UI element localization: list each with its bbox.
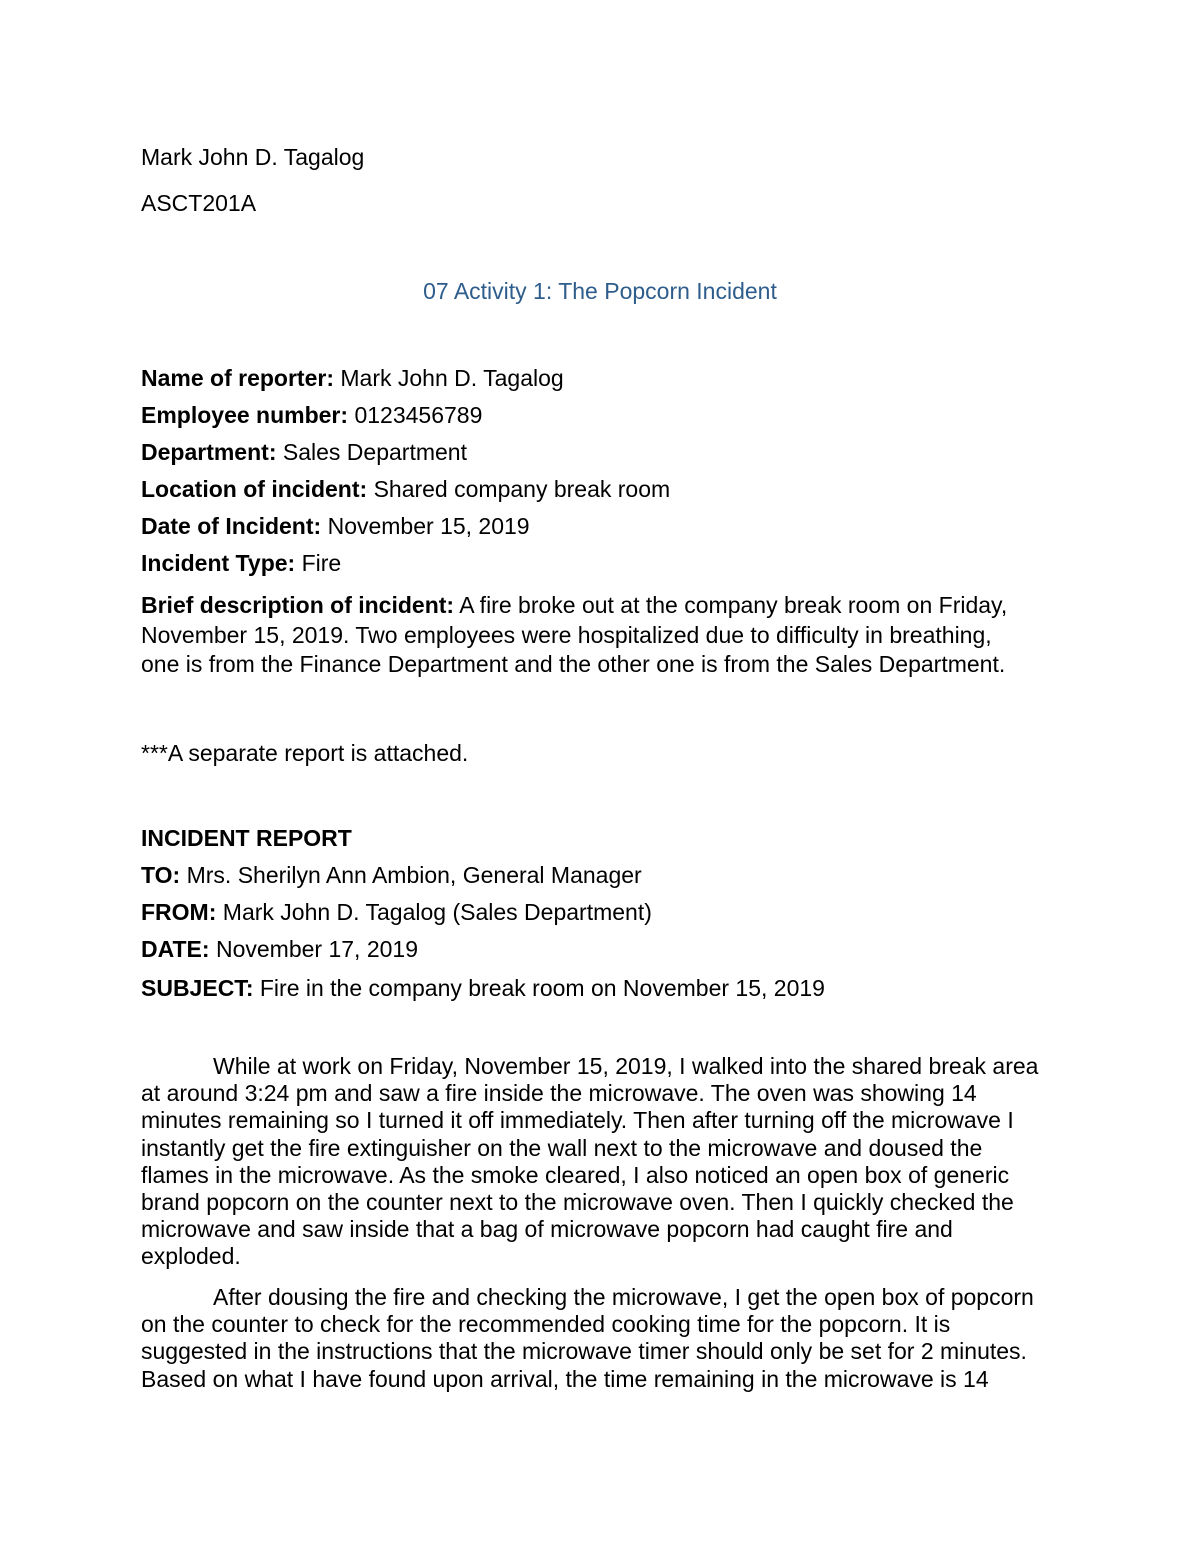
course-section: ASCT201A — [141, 190, 257, 216]
field-location: Location of incident: Shared company break room — [141, 476, 671, 502]
field-value: Mark John D. Tagalog — [340, 365, 564, 391]
paragraph-line: After dousing the fire and checking the microwave, I get the open box of popcorn — [213, 1284, 1034, 1310]
document-title: 07 Activity 1: The Popcorn Incident — [423, 278, 777, 304]
field-value: Sales Department — [282, 439, 467, 465]
paragraph-line: While at work on Friday, November 15, 2019, I walked into the shared break area — [213, 1053, 1039, 1079]
memo-label: SUBJECT — [141, 975, 246, 1001]
memo-value: November 17, 2019 — [215, 936, 418, 962]
field-label: Department — [141, 439, 269, 465]
memo-label: FROM — [141, 899, 209, 925]
report-paragraph-2 — [141, 1284, 1071, 1393]
field-label: Brief description of incident — [141, 592, 447, 618]
brief-line: A fire broke out at the company break room on Friday, — [459, 592, 1008, 618]
memo-label: DATE — [141, 936, 202, 962]
field-value: Fire — [301, 550, 342, 576]
paragraph-line: suggested in the instructions that the microwave timer should only be set for 2 minutes. — [141, 1338, 1027, 1365]
brief-line: November 15, 2019. Two employees were hospitalized due to difficulty in breathing, — [141, 621, 992, 648]
field-value: 0123456789 — [354, 402, 483, 428]
field-label: Name of reporter — [141, 365, 327, 391]
field-label: Employee number — [141, 402, 341, 428]
paragraph-line: exploded. — [141, 1243, 241, 1270]
paragraph-line: at around 3:24 pm and saw a fire inside the microwave. The oven was showing 14 — [141, 1080, 977, 1107]
field-label: Date of Incident — [141, 513, 314, 539]
paragraph-line: instantly get the fire extinguisher on the wall next to the microwave and doused the — [141, 1134, 983, 1161]
report-paragraph-1 — [141, 1053, 1071, 1271]
memo-subject: SUBJECT: Fire in the company break room on November 15, 2019 — [141, 975, 825, 1001]
paragraph-line: flames in the microwave. As the smoke cleared, I also noticed an open box of generic — [141, 1161, 1010, 1188]
memo-label: TO — [141, 862, 173, 888]
paragraph-line: minutes remaining so I turned it off immediately. Then after turning off the microwave I — [141, 1107, 1014, 1134]
paragraph-line: brand popcorn on the counter next to the microwave oven. Then I quickly checked the — [141, 1189, 1014, 1216]
field-value: November 15, 2019 — [327, 513, 530, 539]
field-department: Department: Sales Department — [141, 439, 467, 465]
paragraph-line: on the counter to check for the recommended cooking time for the popcorn. It is — [141, 1311, 951, 1338]
memo-from: FROM: Mark John D. Tagalog (Sales Department) — [141, 899, 652, 925]
memo-date: DATE: November 17, 2019 — [141, 936, 418, 962]
author-name: Mark John D. Tagalog — [141, 144, 365, 170]
field-employee-number: Employee number: 0123456789 — [141, 402, 483, 428]
field-label: Location of incident — [141, 476, 360, 502]
field-incident-type: Incident Type: Fire — [141, 550, 342, 576]
field-value: Shared company break room — [373, 476, 671, 502]
memo-to: TO: Mrs. Sherilyn Ann Ambion, General Manager — [141, 862, 642, 888]
field-date: Date of Incident: November 15, 2019 — [141, 513, 530, 539]
paragraph-line: microwave and saw inside that a bag of microwave popcorn had caught fire and — [141, 1216, 953, 1243]
field-label: Incident Type — [141, 550, 288, 576]
field-reporter: Name of reporter: Mark John D. Tagalog — [141, 365, 564, 391]
brief-description: Brief description of incident: A fire broke out at the company break room on Friday, November 15, 2019. Two employees were hospitalized due to difficulty in breathing, one is from the Finance Department and the other one is from the Sales Department. — [141, 591, 1071, 680]
memo-value: Fire in the company break room on November 15, 2019 — [259, 975, 825, 1001]
paragraph-line: Based on what I have found upon arrival, the time remaining in the microwave is 14 — [141, 1365, 989, 1392]
attachment-note: ***A separate report is attached. — [141, 740, 469, 766]
memo-value: Mark John D. Tagalog (Sales Department) — [222, 899, 652, 925]
memo-value: Mrs. Sherilyn Ann Ambion, General Manager — [186, 862, 642, 888]
brief-line: one is from the Finance Department and the other one is from the Sales Department. — [141, 651, 1006, 677]
report-heading: INCIDENT REPORT — [141, 825, 352, 851]
